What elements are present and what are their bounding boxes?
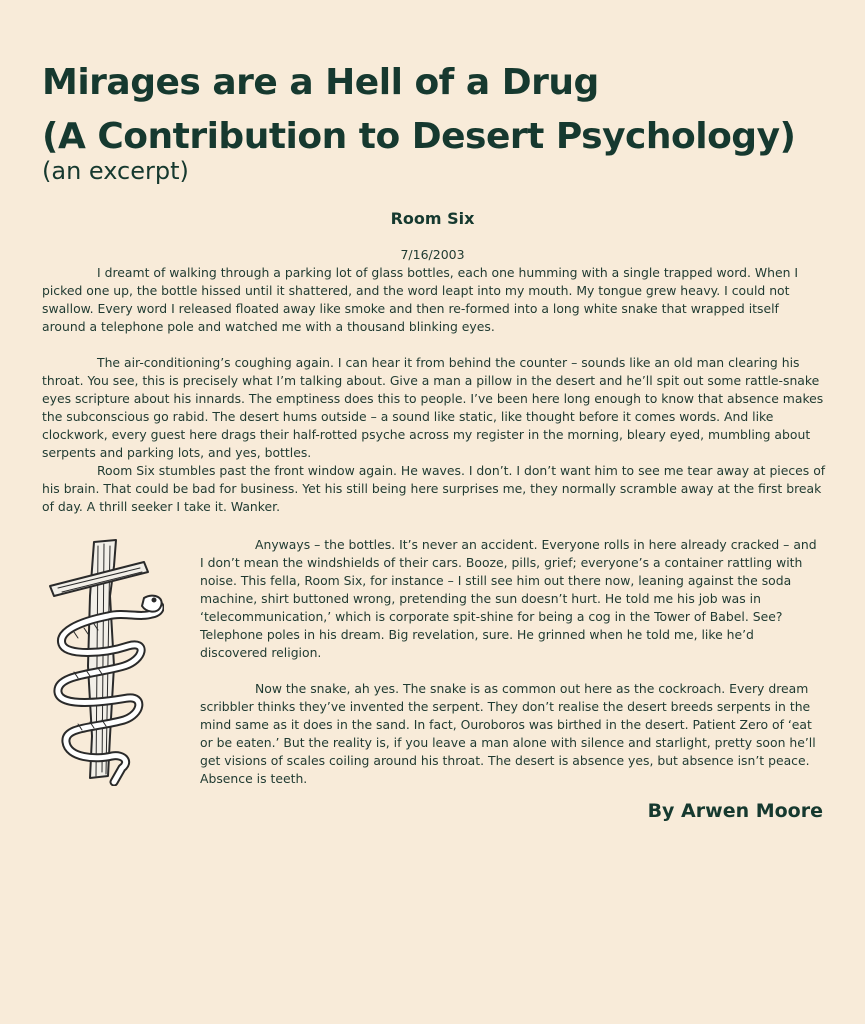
entry-date: 7/16/2003 <box>400 247 465 262</box>
paragraph-2: The air-conditioning’s coughing again. I can hear it from behind the counter – sounds like an old man clearing his throat. You see, this is precisely what I’m talking about. Give a man a pillow in the desert and he’ll spit out some rattle-snake eyes scripture about his innards. The emptiness does this to people. I’ve been here long enough to know that absence makes the subconscious go rabid. The desert hums outside – a sound like static, like thought before it comes words. And like clockwork, every guest here drags their half-rotted psyche across my register in the morning, bleary eyed, mumbling about serpents and parking lots, and yes, bottles. <box>42 355 824 460</box>
title-line-2: (A Contribution to Desert Psychology) <box>42 116 796 157</box>
page-title <box>42 56 796 164</box>
paragraph-1: I dreamt of walking through a parking lot of glass bottles, each one humming with a single trapped word. When I picked one up, the bottle hissed until it shattered, and the word leapt into my mouth. My tongue grew heavy. I could not swallow. Every word I released floated away like smoke and then re-formed into a long white snake that wrapped itself around a telephone pole and watched me with a thousand blinking eyes. <box>42 265 799 334</box>
side-paragraph-2: Now the snake, ah yes. The snake is as common out here as the cockroach. Every dream scribbler thinks they’ve invented the serpent. They don’t realise the desert breeds serpents in the mind same as it does in the sand. In fact, Ouroboros was birthed in the desert. Patient Zero of ‘eat or be eaten.’ But the reality is, if you leave a man alone with silence and starlight, pretty soon he’ll get visions of scales coiling around his throat. The desert is absence yes, but absence isn’t peace. Absence is teeth. <box>200 681 816 786</box>
main-text <box>42 264 826 516</box>
page-subtitle: (an excerpt) <box>42 157 189 185</box>
paragraph-3: Room Six stumbles past the front window again. He waves. I don’t. I don’t want him to see me tear away at pieces of his brain. That could be bad for business. Yet his still being here surprises me, they normally scramble away at the first break of day. A thrill seeker I take it. Wanker. <box>42 463 826 514</box>
side-paragraph-1: Anyways – the bottles. It’s never an accident. Everyone rolls in here already cracked – and I don’t mean the windshields of their cars. Booze, pills, grief; everyone’s a container rattling with noise. This fella, Room Six, for instance – I still see him out there now, leaning against the soda machine, shirt buttoned wrong, pretending the sun doesn’t hurt. He told me his job was in ‘telecommunication,’ which is corporate spit-shine for being a cog in the Tower of Babel. See? Telephone poles in his dream. Big revelation, sure. He grinned when he told me, like he’d discovered religion. <box>200 537 817 660</box>
side-text <box>200 536 824 788</box>
author-byline: By Arwen Moore <box>647 800 823 822</box>
title-line-1: Mirages are a Hell of a Drug <box>42 62 599 103</box>
snake-on-cross-icon <box>44 536 164 786</box>
section-heading: Room Six <box>390 209 475 228</box>
